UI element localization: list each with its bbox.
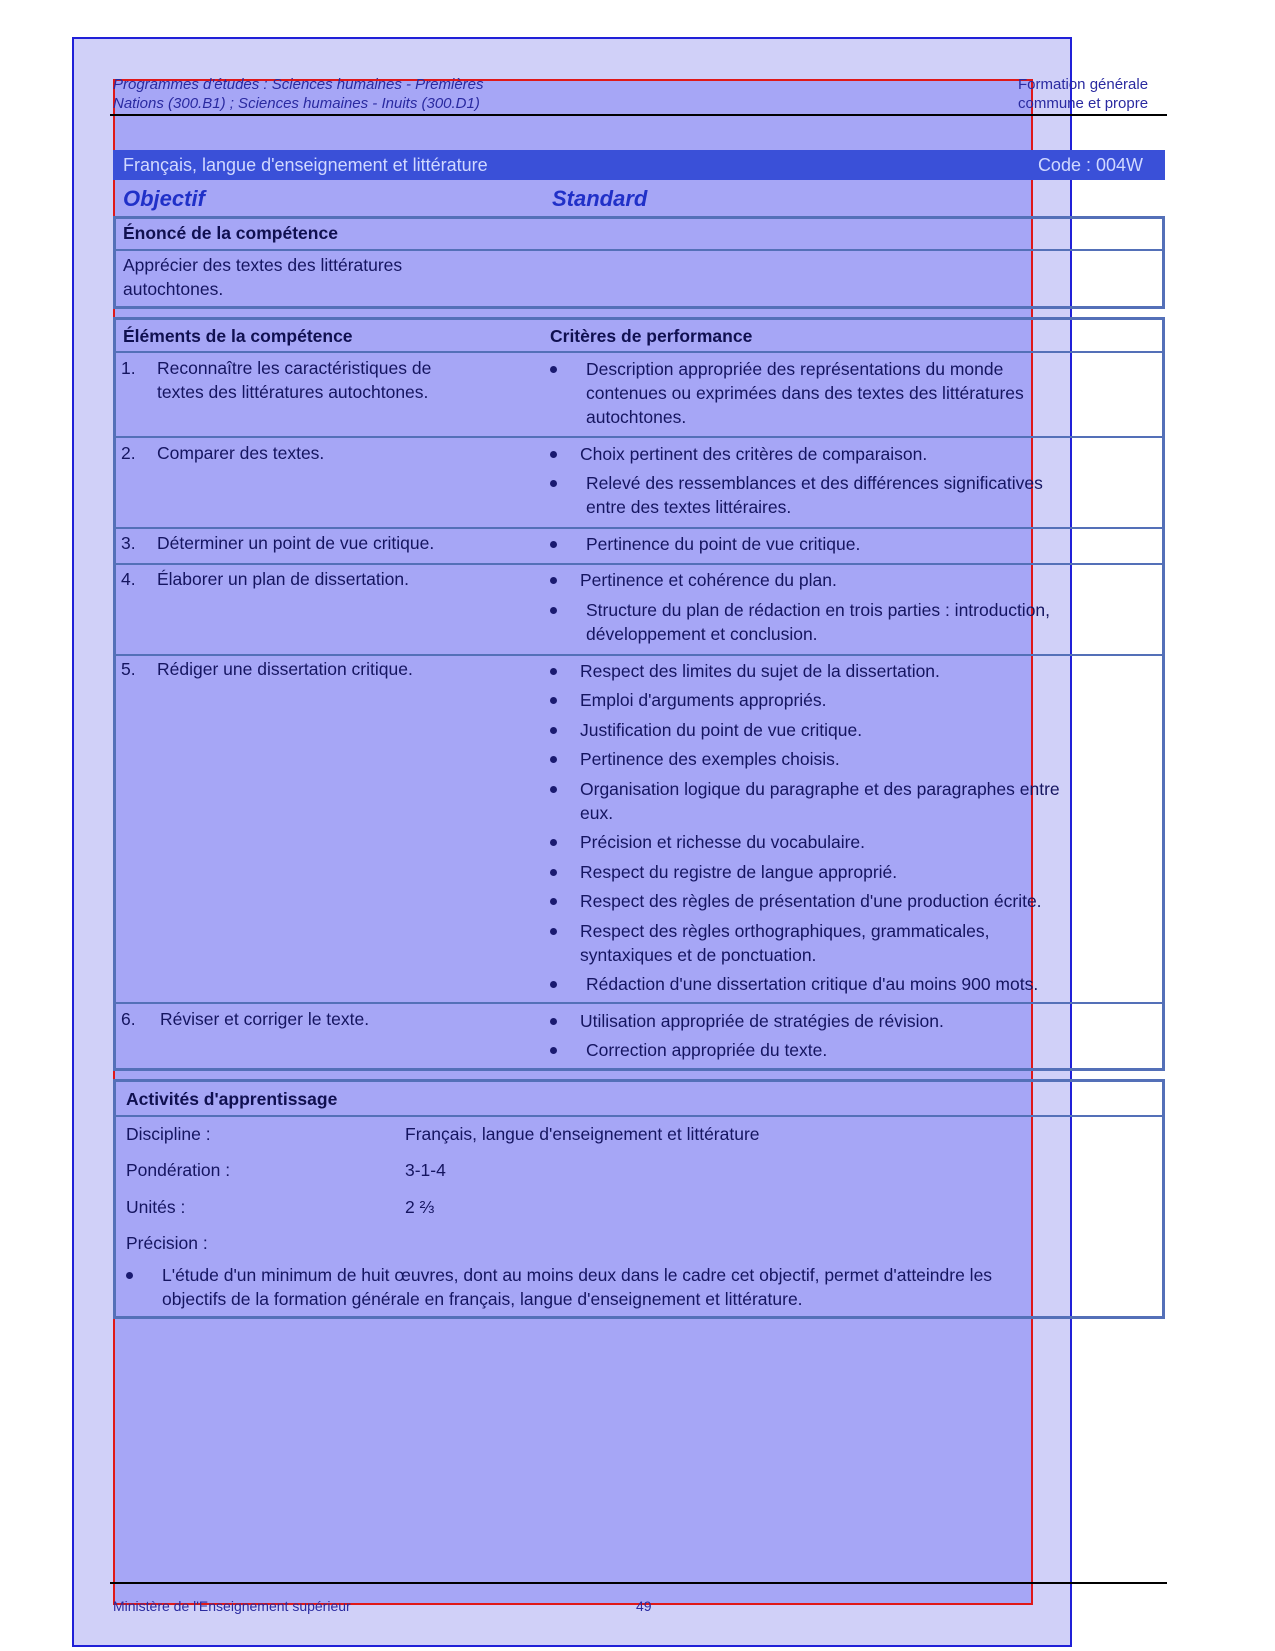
criterion-text: Description appropriée des représentations du monde bbox=[586, 359, 1004, 379]
criterion-text: Respect des règles orthographiques, grammaticales, bbox=[580, 921, 990, 941]
element-number: 5. bbox=[121, 659, 136, 679]
bullet-icon bbox=[126, 1272, 133, 1279]
criterion-text: Précision et richesse du vocabulaire. bbox=[580, 832, 866, 852]
criterion-text: Relevé des ressemblances et des différences significatives bbox=[586, 473, 1043, 493]
bullet-icon bbox=[550, 451, 557, 458]
header-formation-line1: Formation générale bbox=[1018, 76, 1149, 93]
criterion-text: développement et conclusion. bbox=[586, 624, 818, 644]
header-rule bbox=[110, 114, 1167, 116]
criteria-heading: Critères de performance bbox=[550, 326, 753, 346]
element-number: 2. bbox=[121, 443, 136, 463]
ponderation-label: Pondération : bbox=[126, 1160, 231, 1180]
precision-label: Précision : bbox=[126, 1233, 208, 1253]
discipline-value: Français, langue d'enseignement et littérature bbox=[405, 1124, 760, 1144]
criterion-text: Emploi d'arguments appropriés. bbox=[580, 690, 827, 710]
criterion-text: Respect des règles de présentation d'une production écrite. bbox=[580, 891, 1042, 911]
bullet-icon bbox=[550, 898, 557, 905]
bullet-icon bbox=[550, 668, 557, 675]
criterion-text: Utilisation appropriée de stratégies de révision. bbox=[580, 1011, 944, 1031]
unites-label: Unités : bbox=[126, 1197, 186, 1217]
bullet-icon bbox=[550, 869, 557, 876]
bullet-icon bbox=[550, 839, 557, 846]
criterion-text: Choix pertinent des critères de comparaison. bbox=[580, 444, 928, 464]
criterion-text: Pertinence des exemples choisis. bbox=[580, 749, 840, 769]
bullet-icon bbox=[550, 697, 557, 704]
competence-heading: Énoncé de la compétence bbox=[123, 223, 338, 243]
criterion-text: Respect du registre de langue approprié. bbox=[580, 862, 898, 882]
ponderation-value: 3-1-4 bbox=[405, 1160, 446, 1180]
criterion-text: entre des textes littéraires. bbox=[586, 497, 792, 517]
bullet-icon bbox=[550, 480, 557, 487]
criterion-text: contenues ou exprimées dans des textes des littératures bbox=[586, 383, 1024, 403]
bullet-icon bbox=[550, 366, 557, 373]
standard-heading: Standard bbox=[552, 186, 648, 211]
footer-rule bbox=[110, 1582, 1167, 1584]
discipline-label: Discipline : bbox=[126, 1124, 211, 1144]
criterion-text: eux. bbox=[580, 803, 614, 823]
footer-ministry: Ministère de l'Enseignement supérieur bbox=[113, 1598, 351, 1614]
criterion-text: Correction appropriée du texte. bbox=[586, 1040, 828, 1060]
bullet-icon bbox=[550, 928, 557, 935]
activities-heading: Activités d'apprentissage bbox=[126, 1089, 338, 1109]
criterion-text: autochtones. bbox=[586, 407, 687, 427]
page-number: 49 bbox=[636, 1598, 652, 1614]
criterion-text: Organisation logique du paragraphe et des paragraphes entre bbox=[580, 779, 1060, 799]
criterion-text: Respect des limites du sujet de la dissertation. bbox=[580, 661, 940, 681]
element-number: 4. bbox=[121, 569, 136, 589]
element-text: Reconnaître les caractéristiques de bbox=[157, 358, 432, 378]
subject-title: Français, langue d'enseignement et littérature bbox=[123, 155, 488, 175]
criterion-text: Pertinence et cohérence du plan. bbox=[580, 570, 837, 590]
competence-text-line1: Apprécier des textes des littératures bbox=[123, 255, 403, 275]
element-text: Élaborer un plan de dissertation. bbox=[157, 569, 409, 589]
bullet-icon bbox=[550, 541, 557, 548]
bullet-icon bbox=[550, 727, 557, 734]
criterion-text: Structure du plan de rédaction en trois parties : introduction, bbox=[586, 600, 1051, 620]
element-text: Rédiger une dissertation critique. bbox=[157, 659, 413, 679]
criterion-text: Justification du point de vue critique. bbox=[580, 720, 863, 740]
bullet-icon bbox=[550, 981, 557, 988]
header-program-line1: Programmes d'études : Sciences humaines - Premières bbox=[113, 76, 484, 93]
title-bar bbox=[113, 150, 1165, 180]
bullet-icon bbox=[550, 577, 557, 584]
criterion-text: Rédaction d'une dissertation critique d'au moins 900 mots. bbox=[586, 974, 1039, 994]
precision-text-line2: objectifs de la formation générale en français, langue d'enseignement et littérature. bbox=[162, 1289, 803, 1309]
unites-value: 2 ⅔ bbox=[405, 1197, 435, 1217]
objective-heading: Objectif bbox=[123, 186, 205, 211]
precision-text-line1: L'étude d'un minimum de huit œuvres, dont au moins deux dans le cadre cet objectif, permet d'atteindre les bbox=[162, 1265, 993, 1285]
element-text: textes des littératures autochtones. bbox=[157, 382, 429, 402]
course-code: Code : 004W bbox=[1037, 155, 1143, 175]
bullet-icon bbox=[550, 1047, 557, 1054]
criterion-text: syntaxiques et de ponctuation. bbox=[580, 945, 817, 965]
element-text: Déterminer un point de vue critique. bbox=[157, 533, 435, 553]
criterion-text: Pertinence du point de vue critique. bbox=[586, 534, 861, 554]
element-number: 6. bbox=[121, 1009, 136, 1029]
element-text: Réviser et corriger le texte. bbox=[160, 1009, 370, 1029]
bullet-icon bbox=[550, 786, 557, 793]
element-text: Comparer des textes. bbox=[157, 443, 325, 463]
element-number: 3. bbox=[121, 533, 136, 553]
header-formation-line2: commune et propre bbox=[1018, 95, 1149, 112]
elements-heading: Éléments de la compétence bbox=[123, 326, 353, 346]
header-program-line2: Nations (300.B1) ; Sciences humaines - Inuits (300.D1) bbox=[113, 95, 480, 112]
competence-text-line2: autochtones. bbox=[123, 279, 224, 299]
bullet-icon bbox=[550, 607, 557, 614]
bullet-icon bbox=[550, 1018, 557, 1025]
element-number: 1. bbox=[121, 358, 136, 378]
bullet-icon bbox=[550, 756, 557, 763]
